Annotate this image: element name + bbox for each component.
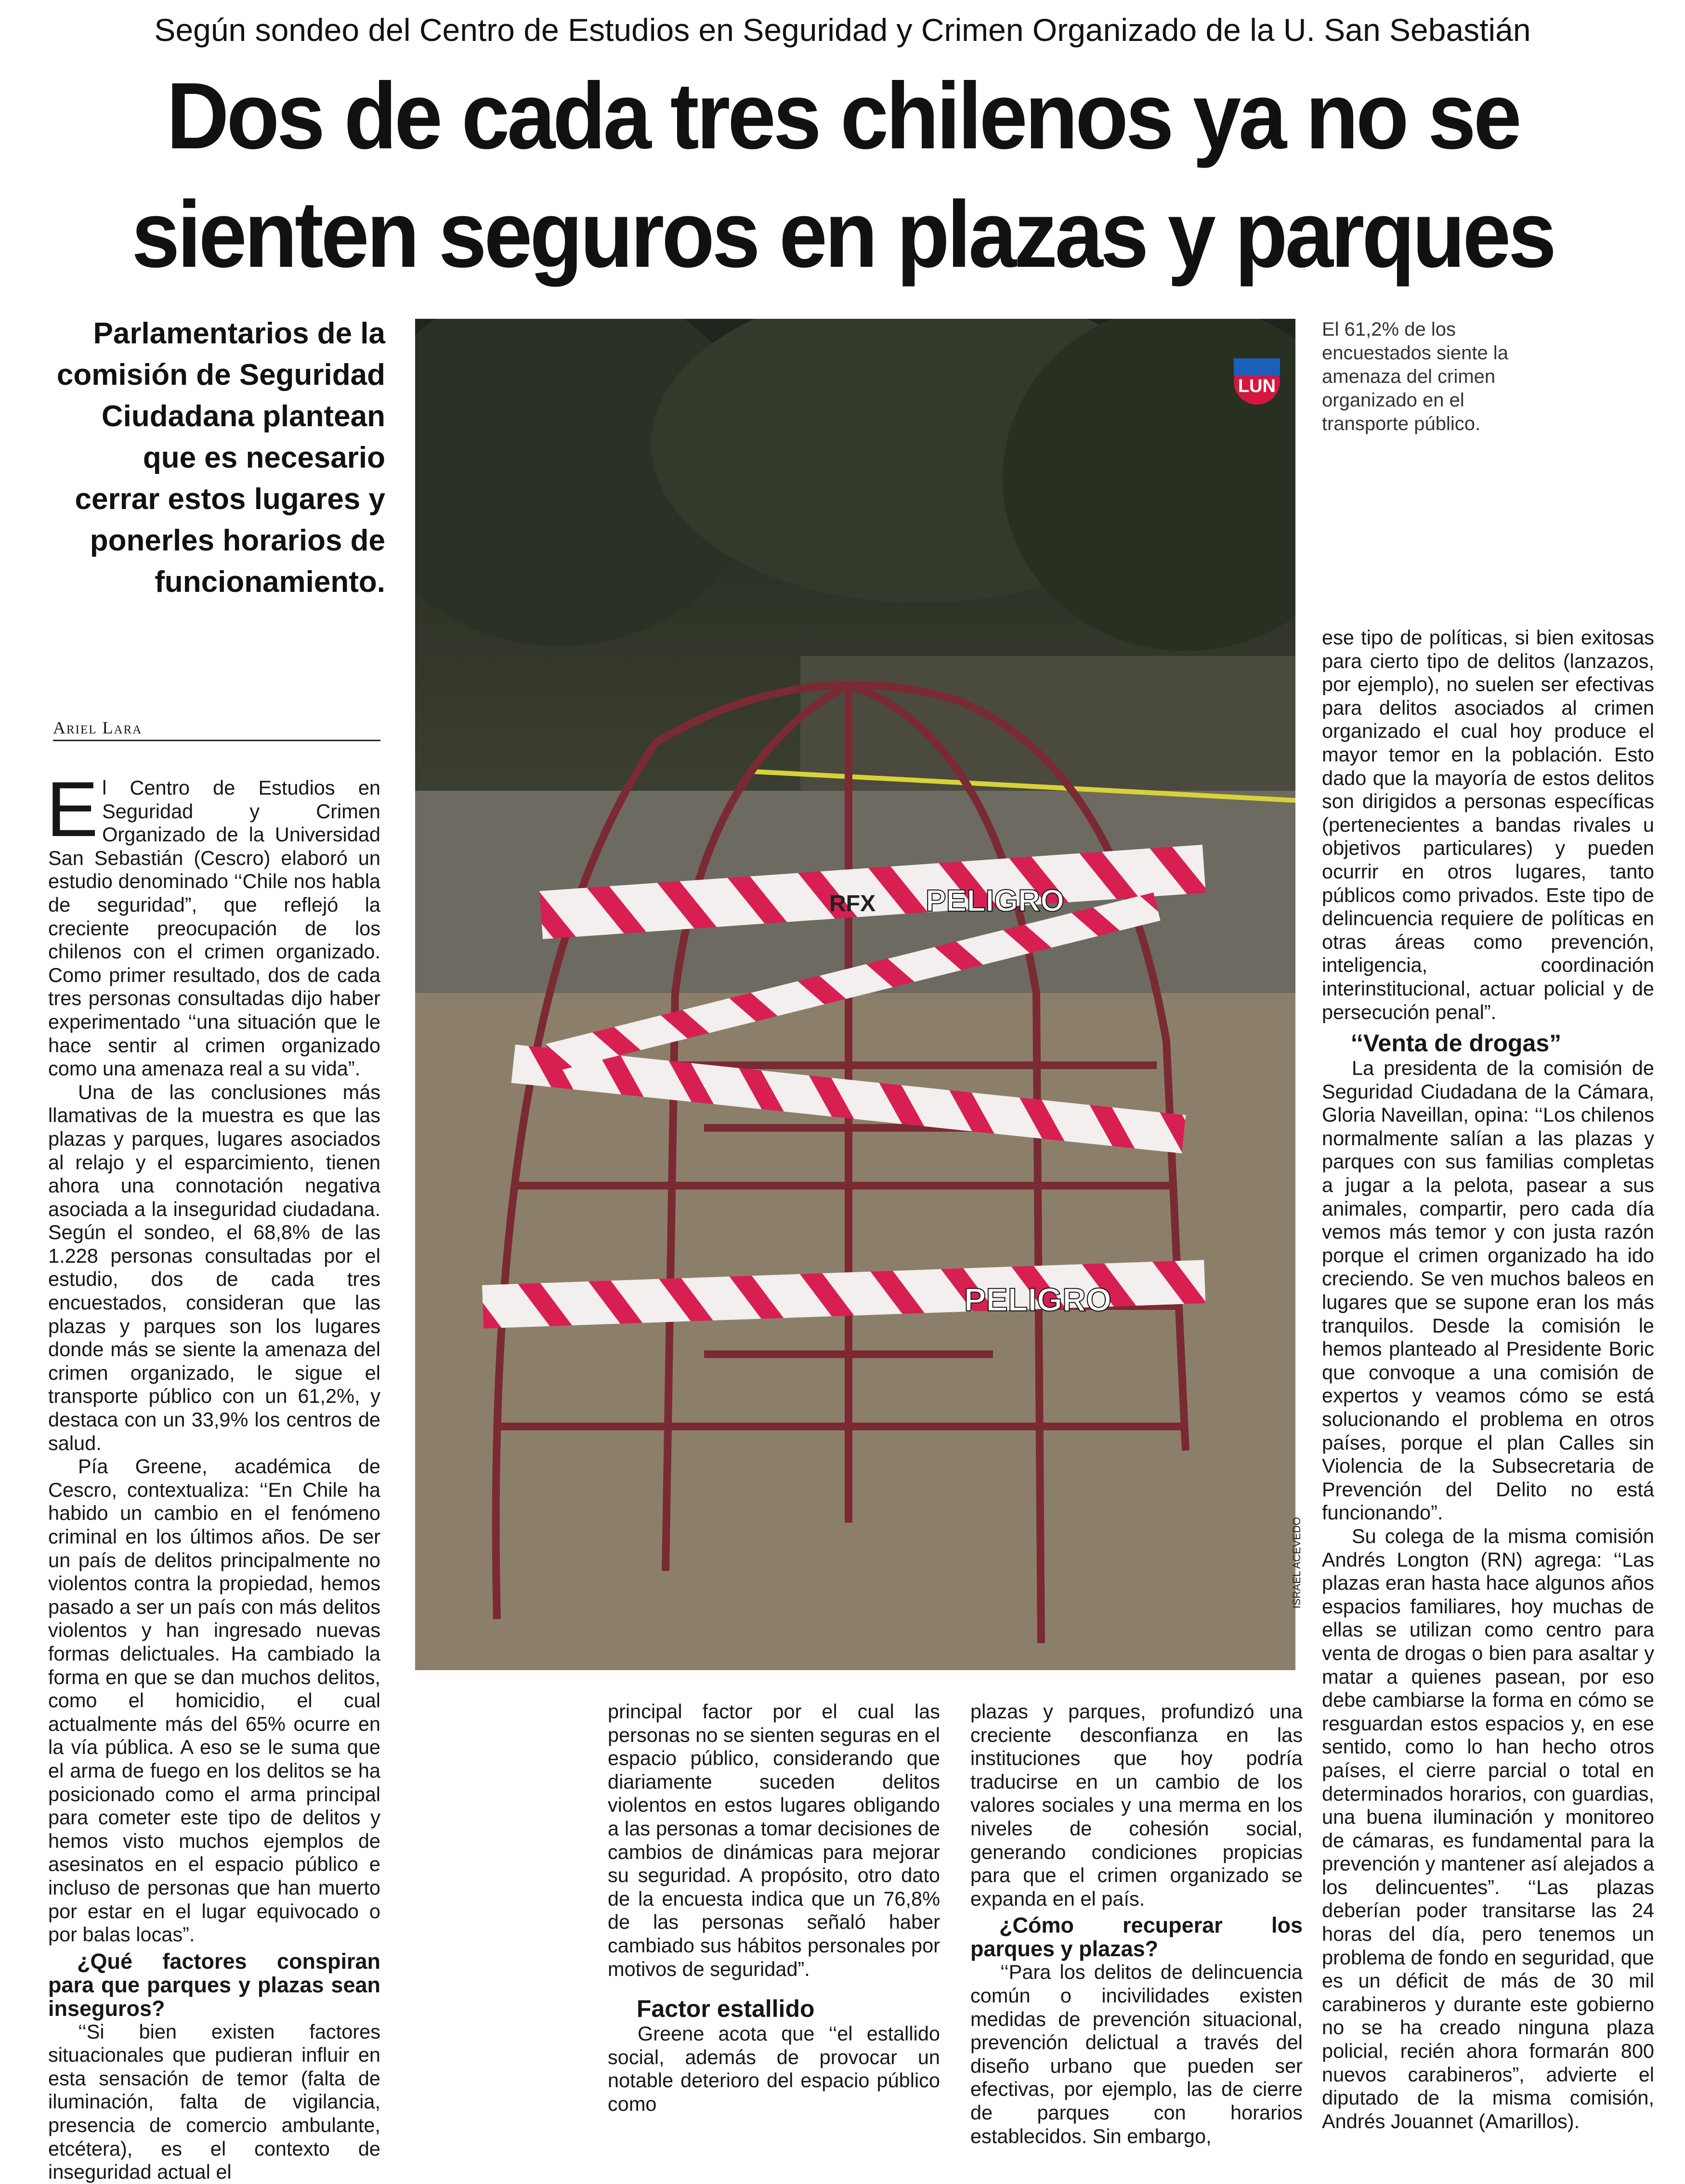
column-3 — [970, 1700, 1303, 2148]
deck-line: Parlamentarios de la — [93, 317, 385, 350]
photo — [415, 319, 1295, 1670]
photo-caption: El 61,2% de los encuestados siente la amenaza del crimen organizado en el transporte público. — [1322, 319, 1508, 434]
subheading: ¿Cómo recuperar los parques y plazas? — [970, 1913, 1303, 1962]
paragraph: ese tipo de políticas, si bien exitosas para cierto tipo de delitos (lanzazos, por ejemplo), no suelen ser efectivas para delitos asociados al crimen organizado el cual hoy produce el mayor temor en la población. Esto dado que la mayoría de estos delitos son dirigidos a personas específicas (pertenecientes a bandas rivales u objetivos particulares) y pueden ocurrir en otros lugares, tanto públicos como privados. Este tipo de delincuencia requiere de políticas en otras áreas como prevención, inteligencia, coordinación interinstitucional, actuar policial y de persecución penal”. — [1322, 626, 1654, 1023]
headline-line-2: sienten seguros en plazas y parques — [131, 182, 1554, 287]
paragraph: Pía Greene, académica de Cescro, contextualiza: ‘‘En Chile ha habido un cambio en el fenómeno criminal en los últimos años. De ser un país de delitos principalmente no violentos contra la propiedad, hemos pasado a ser un país con más delitos violentos y han ingresado nuevas formas delictuales. Ha cambiado la forma en que se dan muchos delitos, como el homicidio, el cual actualmente más del 65% ocurre en la vía pública. A eso se le suma que el arma de fuego en los delitos se ha posicionado como el arma principal para cometer este tipo de delitos y hemos visto muchos ejemplos de asesinatos en el espacio público e incluso de personas que han muerto por estar en el lugar equivocado o por balas locas”. — [48, 1455, 380, 1946]
deck-line: Ciudadana plantean — [101, 400, 385, 433]
photo-credit: ISRAEL ACEVEDO — [1291, 1517, 1303, 1609]
subheading: ¿Qué factores conspiran para que parques y plazas sean inseguros? — [48, 1949, 380, 2021]
lun-logo-text: LUN — [1238, 376, 1276, 396]
kicker: Según sondeo del Centro de Estudios en Seguridad y Crimen Organizado de la U. San Sebastián — [154, 12, 1531, 48]
paragraph: Greene acota que ‘‘el estallido social, además de provocar un notable deterioro del espacio público como — [608, 2022, 940, 2115]
tape-label: PELIGRO — [964, 1282, 1112, 1318]
byline-text: Ariel Lara — [53, 718, 143, 737]
paragraph: ‘‘Para los delitos de delincuencia común o incivilidades existen medidas de prevención situacional, prevención delictual a través del diseño urbano que pueden ser efectivas, por ejemplo, las de cierre de parques con horarios establecidos. Sin embargo, — [970, 1961, 1303, 2147]
paragraph: plazas y parques, profundizó una creciente desconfianza en las instituciones que hoy podría traducirse en un cambio de los valores sociales y una merma en los niveles de cohesión social, generando condiciones propicias para que el crimen organizado se expanda en el país. — [970, 1700, 1303, 1910]
dropcap: E — [46, 766, 99, 853]
photo-illustration — [415, 319, 1295, 1670]
paragraph: ‘‘Si bien existen factores situacionales que pudieran influir en esta sensación de temor (falta de iluminación, falta de vigilancia, presencia de comercio ambulante, etcétera), es el contexto de inseguridad actual el — [48, 2020, 380, 2184]
byline — [53, 718, 380, 741]
deck-line: comisión de Seguridad — [56, 358, 385, 392]
paragraph — [46, 766, 380, 1081]
paragraph: principal factor por el cual las personas no se sienten seguras en el espacio público, considerando que diariamente suceden delitos violentos en estos lugares obligando a las personas a tomar decisiones de cambios de dinámicas para mejorar su seguridad. A propósito, otro dato de la encuesta indica que un 76,8% de las personas señaló haber cambiado sus hábitos personales por motivos de seguridad”. — [608, 1700, 940, 1980]
deck-line: funcionamiento. — [155, 565, 385, 599]
subheading: ‘‘Venta de drogas” — [1351, 1030, 1562, 1057]
paragraph: Su colega de la misma comisión Andrés Longton (RN) agrega: ‘‘Las plazas eran hasta hace algunos años espacios familiares, hoy muchas de ellas se utilizan como centro para venta de drogas o bien para asaltar y matar a quienes pasean, por eso debe cambiarse la forma en cómo se resguardan estos espacios y, en ese sentido, como lo han hecho otros países, el cierre parcial o total en determinados horarios, con guardias, una buena iluminación y monitoreo de cámaras, es fundamental para la prevención y mantener así alejados a los delincuentes”. ‘‘Las plazas deberían poder transitarse las 24 horas del día, pero tenemos un problema de fondo en seguridad, que es un déficit de más de 30 mil carabineros y durante este gobierno no se ha creado ninguna plaza policial, recién ahora formarán 800 nuevos carabineros”, advierte el diputado de la misma comisión, Andrés Jouannet (Amarillos). — [1322, 1524, 1654, 2132]
column-4 — [1322, 626, 1654, 2133]
deck — [34, 313, 385, 603]
paragraph-text: l Centro de Estudios en Seguridad y Crimen Organizado de la Universidad San Sebastián (Cescro) elaboró un estudio denominado ‘‘Chile nos habla de seguridad”, que reflejó la creciente preocupación de los chilenos con el crimen organizado. Como primer resultado, dos de cada tres personas consultadas dijo haber experimentado ‘‘una situación que le hace sentir al crimen organizado como una amenaza real a su vida”. — [48, 776, 380, 1080]
deck-line: ponerles horarios de — [90, 524, 385, 557]
lun-logo-band — [1234, 358, 1280, 376]
column-2 — [608, 1700, 940, 2116]
deck-line: que es necesario — [143, 441, 385, 474]
deck-line: cerrar estos lugares y — [75, 483, 385, 516]
subheading: Factor estallido — [637, 1995, 815, 2023]
headline-line-1: Dos de cada tres chilenos ya no se — [166, 63, 1519, 169]
headline — [94, 57, 1592, 294]
paragraph: La presidenta de la comisión de Seguridad Ciudadana de la Cámara, Gloria Naveillan, opina: ‘‘Los chilenos normalmente salían a las plazas y parques con sus familias completas a jugar a la pelota, pasear a sus animales, compartir, pero cada día vemos más temor y con justa razón porque el crimen organizado ha ido creciendo. Se ven muchos baleos en lugares que se supone eran los más tranquilos. Desde la comisión le hemos planteado al Presidente Boric que convoque a una comisión de expertos y veamos cómo se está solucionando el problema en otros países, porque el plan Calles sin Violencia de la Subsecretaria de Prevención del Delito no está funcionando”. — [1322, 1057, 1654, 1524]
tape-label: PELIGRO — [926, 883, 1065, 918]
tape-brand: RFX — [829, 891, 875, 916]
paragraph: Una de las conclusiones más llamativas de la muestra es que las plazas y parques, lugares asociados al relajo y el esparcimiento, tienen ahora una connotación negativa asociada a la inseguridad ciudadana. Según el sondeo, el 68,8% de las 1.228 personas consultadas por el estudio, dos de cada tres encuestados, consideran que las plazas y parques son los lugares donde más se siente la amenaza del crimen organizado, le sigue el transporte público con un 61,2%, y destaca con un 33,9% los centros de salud. — [48, 1080, 380, 1454]
column-1 — [46, 766, 380, 2184]
